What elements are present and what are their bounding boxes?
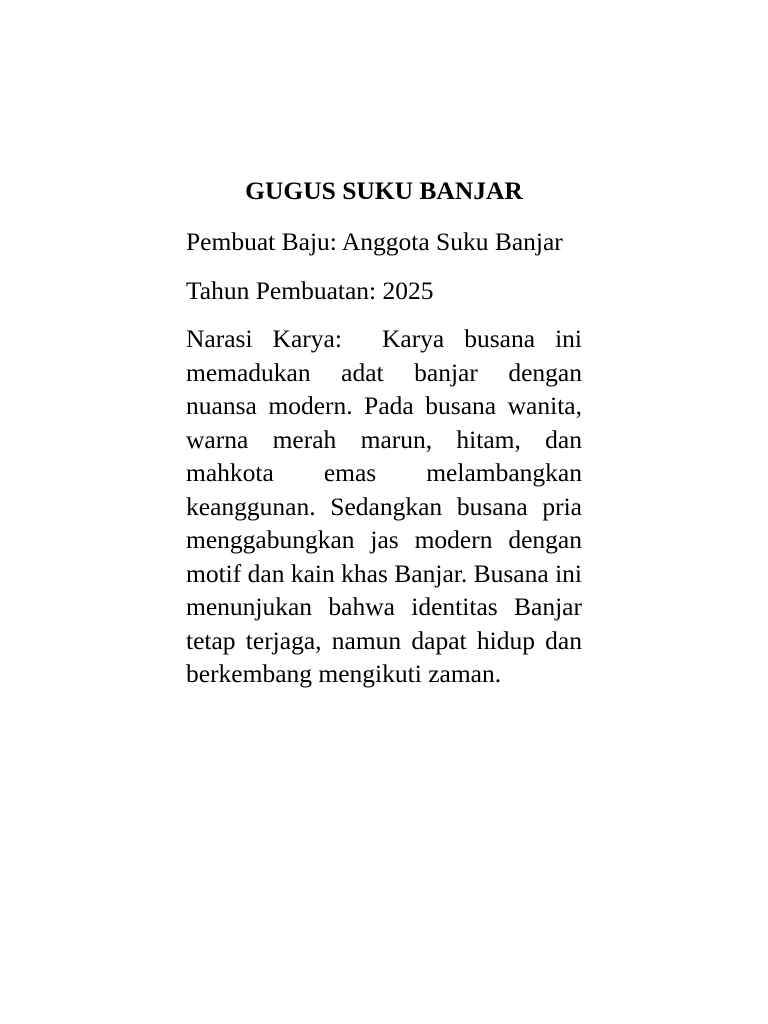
document-title: GUGUS SUKU BANJAR	[245, 176, 523, 205]
narrative-paragraph: Narasi Karya: Karya busana ini memadukan adat banjar dengan nuansa modern. Pada busana wanita, warna merah marun, hitam, dan mahkota emas melambangkan keanggunan. Sedangkan busana pria menggabungkan jas modern dengan motif dan kain khas Banjar. Busana ini menunjukan bahwa identitas Banjar tetap terjaga, namun dapat hidup dan berkembang mengikuti zaman.	[186, 324, 589, 688]
maker-paragraph: Pembuat Baju: Anggota Suku Banjar	[186, 227, 563, 256]
document-page	[186, 174, 589, 706]
year-paragraph: Tahun Pembuatan: 2025	[186, 275, 434, 305]
